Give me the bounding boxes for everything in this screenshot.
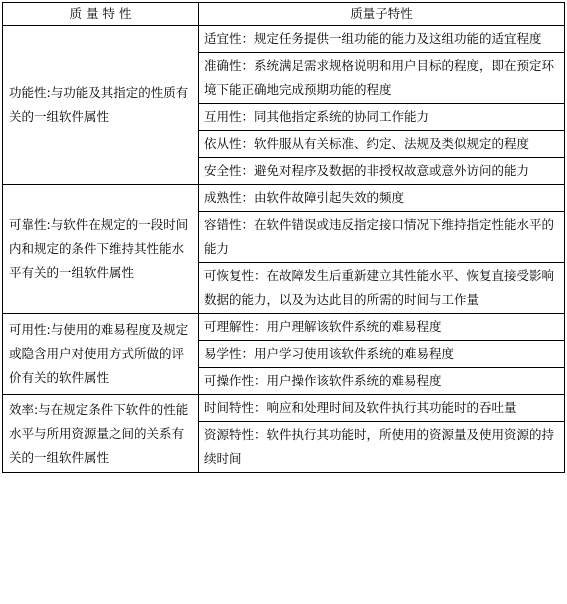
sub-recoverability: 可恢复性：在故障发生后重新建立其性能水平、恢复直接受影响数据的能力，以及为达此目的所需的时间与工作量 [199,263,565,314]
sub-operability: 可操作性：用户操作该软件系统的难易程度 [199,368,565,395]
sub-fault-tolerance: 容错性：在软件错误或违反指定接口情况下维持指定性能水平的能力 [199,212,565,263]
characteristic-reliability: 可靠性:与软件在规定的一段时间内和规定的条件下维持其性能水平有关的一组软件属性 [3,185,199,314]
sub-security: 安全性：避免对程序及数据的非授权故意或意外访问的能力 [199,158,565,185]
quality-characteristics-table [2,2,565,473]
table-row [3,314,565,341]
table-body [3,26,565,473]
sub-learnability: 易学性：用户学习使用该软件系统的难易程度 [199,341,565,368]
characteristic-usability: 可用性:与使用的难易程度及规定或隐含用户对使用方式所做的评价有关的软件属性 [3,314,199,395]
sub-interoperability: 互用性：同其他指定系统的协同工作能力 [199,104,565,131]
sub-resource-behaviour: 资源特性：软件执行其功能时，所使用的资源量及使用资源的持续时间 [199,422,565,473]
sub-suitability: 适宜性：规定任务提供一组功能的能力及这组功能的适宜程度 [199,26,565,53]
header-row [3,3,565,26]
table-header [3,3,565,26]
table-row [3,395,565,422]
sub-maturity: 成熟性：由软件故障引起失效的频度 [199,185,565,212]
header-characteristic: 质 量 特 性 [3,3,199,26]
header-sub-characteristic: 质量子特性 [199,3,565,26]
sub-compliance: 依从性：软件服从有关标准、约定、法规及类似规定的程度 [199,131,565,158]
sub-time-behaviour: 时间特性：响应和处理时间及软件执行其功能时的吞吐量 [199,395,565,422]
characteristic-efficiency: 效率:与在规定条件下软件的性能水平与所用资源量之间的关系有关的一组软件属性 [3,395,199,473]
table-row [3,185,565,212]
sub-understandability: 可理解性：用户理解该软件系统的难易程度 [199,314,565,341]
characteristic-functionality: 功能性:与功能及其指定的性质有关的一组软件属性 [3,26,199,185]
sub-accuracy: 准确性：系统满足需求规格说明和用户目标的程度，即在预定环境下能正确地完成预期功能的程度 [199,53,565,104]
table-row [3,26,565,53]
